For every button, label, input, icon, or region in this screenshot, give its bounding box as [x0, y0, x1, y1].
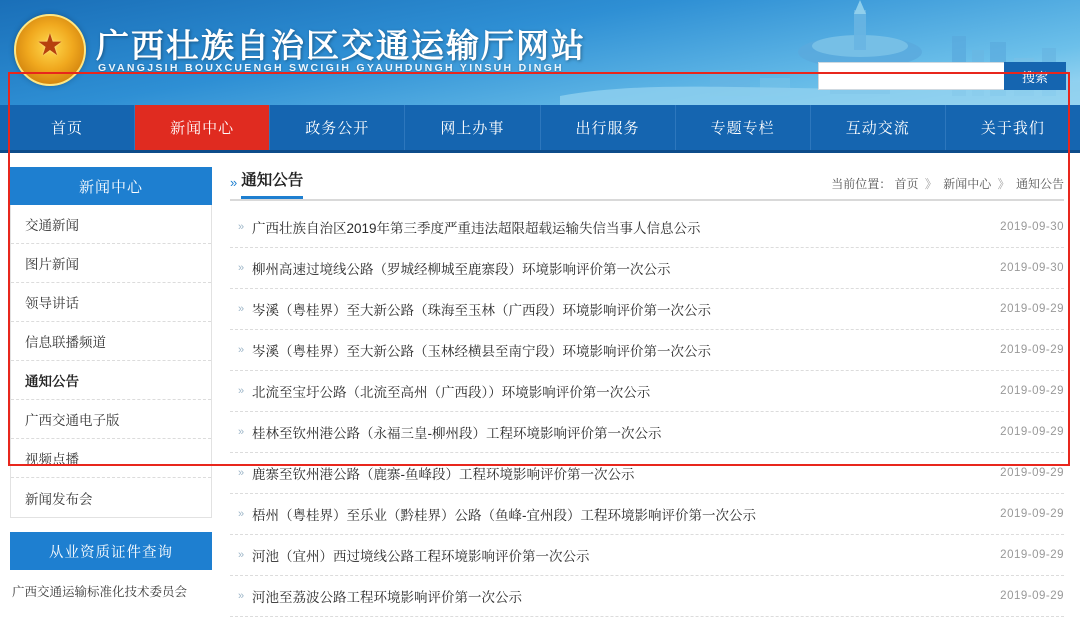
- sidebar-item-notices[interactable]: 通知公告: [11, 361, 211, 400]
- sidebar-item-info-channel[interactable]: 信息联播频道: [11, 322, 211, 361]
- section-title-group: [230, 165, 303, 199]
- site-title-cn: 广西壮族自治区交通运输厅网站: [96, 27, 586, 64]
- national-emblem-icon: [14, 14, 86, 86]
- list-item-date: 2019-09-30: [1000, 221, 1064, 233]
- list-item-date: 2019-09-29: [1000, 385, 1064, 397]
- list-item-date: 2019-09-29: [1000, 467, 1064, 479]
- sidebar: [0, 153, 222, 626]
- nav-item-travel-services[interactable]: 出行服务: [541, 105, 676, 150]
- breadcrumb: [831, 175, 1064, 199]
- list-item-date: 2019-09-29: [1000, 508, 1064, 520]
- list-item-date: 2019-09-29: [1000, 344, 1064, 356]
- bullet-icon: »: [237, 344, 245, 356]
- list-item-title[interactable]: 鹿寨至钦州港公路（鹿寨-鱼峰段）工程环境影响评价第一次公示: [252, 467, 635, 482]
- nav-item-special-columns[interactable]: 专题专栏: [676, 105, 811, 150]
- list-item-date: 2019-09-29: [1000, 590, 1064, 602]
- bullet-icon: »: [237, 262, 245, 274]
- list-item-title[interactable]: 梧州（粤桂界）至乐业（黔桂界）公路（鱼峰-宜州段）工程环境影响评价第一次公示: [252, 508, 756, 523]
- sidebar-item-photo-news[interactable]: 图片新闻: [11, 244, 211, 283]
- page-title: 通知公告: [241, 168, 303, 199]
- list-item-title[interactable]: 河池（宜州）西过境线公路工程环境影响评价第一次公示: [252, 549, 590, 564]
- notice-list: [230, 207, 1064, 617]
- list-item[interactable]: [230, 576, 1064, 617]
- search-button[interactable]: 搜索: [1004, 62, 1066, 90]
- sidebar-item-leader-speech[interactable]: 领导讲话: [11, 283, 211, 322]
- site-banner: [0, 0, 1080, 105]
- list-item[interactable]: [230, 535, 1064, 576]
- sidebar-footer-text: 广西交通运输标准化技术委员会: [12, 585, 188, 599]
- double-arrow-icon: »: [230, 174, 236, 190]
- content-header: [230, 167, 1064, 201]
- list-item-title[interactable]: 岑溪（粤桂界）至大新公路（珠海至玉林（广西段）环境影响评价第一次公示: [252, 303, 711, 318]
- bullet-icon: »: [237, 385, 245, 397]
- sidebar-heading: 新闻中心: [10, 167, 212, 205]
- list-item-title[interactable]: 广西壮族自治区2019年第三季度严重违法超限超载运输失信当事人信息公示: [252, 221, 701, 236]
- breadcrumb-label: 当前位置：: [831, 177, 892, 191]
- bullet-icon: »: [237, 303, 245, 315]
- list-item[interactable]: [230, 289, 1064, 330]
- site-title-pinyin: GVANGJSIH BOUXCUENGH SWCIGIH GYAUHDUNGH YINSUH DINGH: [98, 62, 564, 74]
- list-item[interactable]: [230, 412, 1064, 453]
- list-item[interactable]: [230, 248, 1064, 289]
- sidebar-item-e-edition[interactable]: 广西交通电子版: [11, 400, 211, 439]
- nav-item-home[interactable]: 首页: [0, 105, 135, 150]
- sidebar-heading-qualification-query[interactable]: 从业资质证件查询: [10, 532, 212, 570]
- bullet-icon: »: [237, 426, 245, 438]
- list-item-title[interactable]: 河池至荔波公路工程环境影响评价第一次公示: [252, 590, 522, 605]
- bullet-icon: »: [237, 549, 245, 561]
- list-item[interactable]: [230, 207, 1064, 248]
- list-item[interactable]: [230, 330, 1064, 371]
- bullet-icon: »: [237, 590, 245, 602]
- list-item-title[interactable]: 北流至宝圩公路（北流至高州（广西段））环境影响评价第一次公示: [252, 385, 651, 400]
- sidebar-item-video[interactable]: 视频点播: [11, 439, 211, 478]
- nav-item-news-center[interactable]: 新闻中心: [135, 105, 270, 150]
- list-item[interactable]: [230, 453, 1064, 494]
- bullet-icon: »: [237, 508, 245, 520]
- list-item[interactable]: [230, 494, 1064, 535]
- sidebar-item-traffic-news[interactable]: 交通新闻: [11, 205, 211, 244]
- bullet-icon: »: [237, 467, 245, 479]
- nav-item-about-us[interactable]: 关于我们: [980, 120, 1045, 137]
- list-item-date: 2019-09-29: [1000, 426, 1064, 438]
- main-navigation: [0, 105, 1080, 153]
- page-body: [0, 153, 1080, 626]
- list-item[interactable]: [230, 371, 1064, 412]
- list-item-title[interactable]: 柳州高速过境线公路（罗城经柳城至鹿寨段）环境影响评价第一次公示: [252, 262, 671, 277]
- breadcrumb-separator-2: 》: [997, 177, 1010, 191]
- content-area: [222, 153, 1080, 626]
- nav-item-interaction[interactable]: 互动交流: [811, 105, 946, 150]
- bullet-icon: »: [237, 221, 245, 233]
- search-bar: [818, 62, 1066, 90]
- breadcrumb-item-home[interactable]: 首页: [894, 177, 919, 191]
- list-item-date: 2019-09-29: [1000, 549, 1064, 561]
- nav-item-government-affairs[interactable]: 政务公开: [270, 105, 405, 150]
- breadcrumb-separator-1: 》: [924, 177, 937, 191]
- list-item-date: 2019-09-30: [1000, 262, 1064, 274]
- nav-item-online-services[interactable]: 网上办事: [405, 105, 540, 150]
- sidebar-item-press-conference[interactable]: 新闻发布会: [11, 478, 211, 517]
- breadcrumb-item-news-center[interactable]: 新闻中心: [943, 177, 992, 191]
- list-item-title[interactable]: 岑溪（粤桂界）至大新公路（玉林经横县至南宁段）环境影响评价第一次公示: [252, 344, 711, 359]
- breadcrumb-item-notices[interactable]: 通知公告: [1015, 177, 1064, 191]
- list-item-date: 2019-09-29: [1000, 303, 1064, 315]
- sidebar-list: [10, 205, 212, 518]
- search-input[interactable]: [818, 62, 1004, 90]
- list-item-title[interactable]: 桂林至钦州港公路（永福三皇-柳州段）工程环境影响评价第一次公示: [252, 426, 662, 441]
